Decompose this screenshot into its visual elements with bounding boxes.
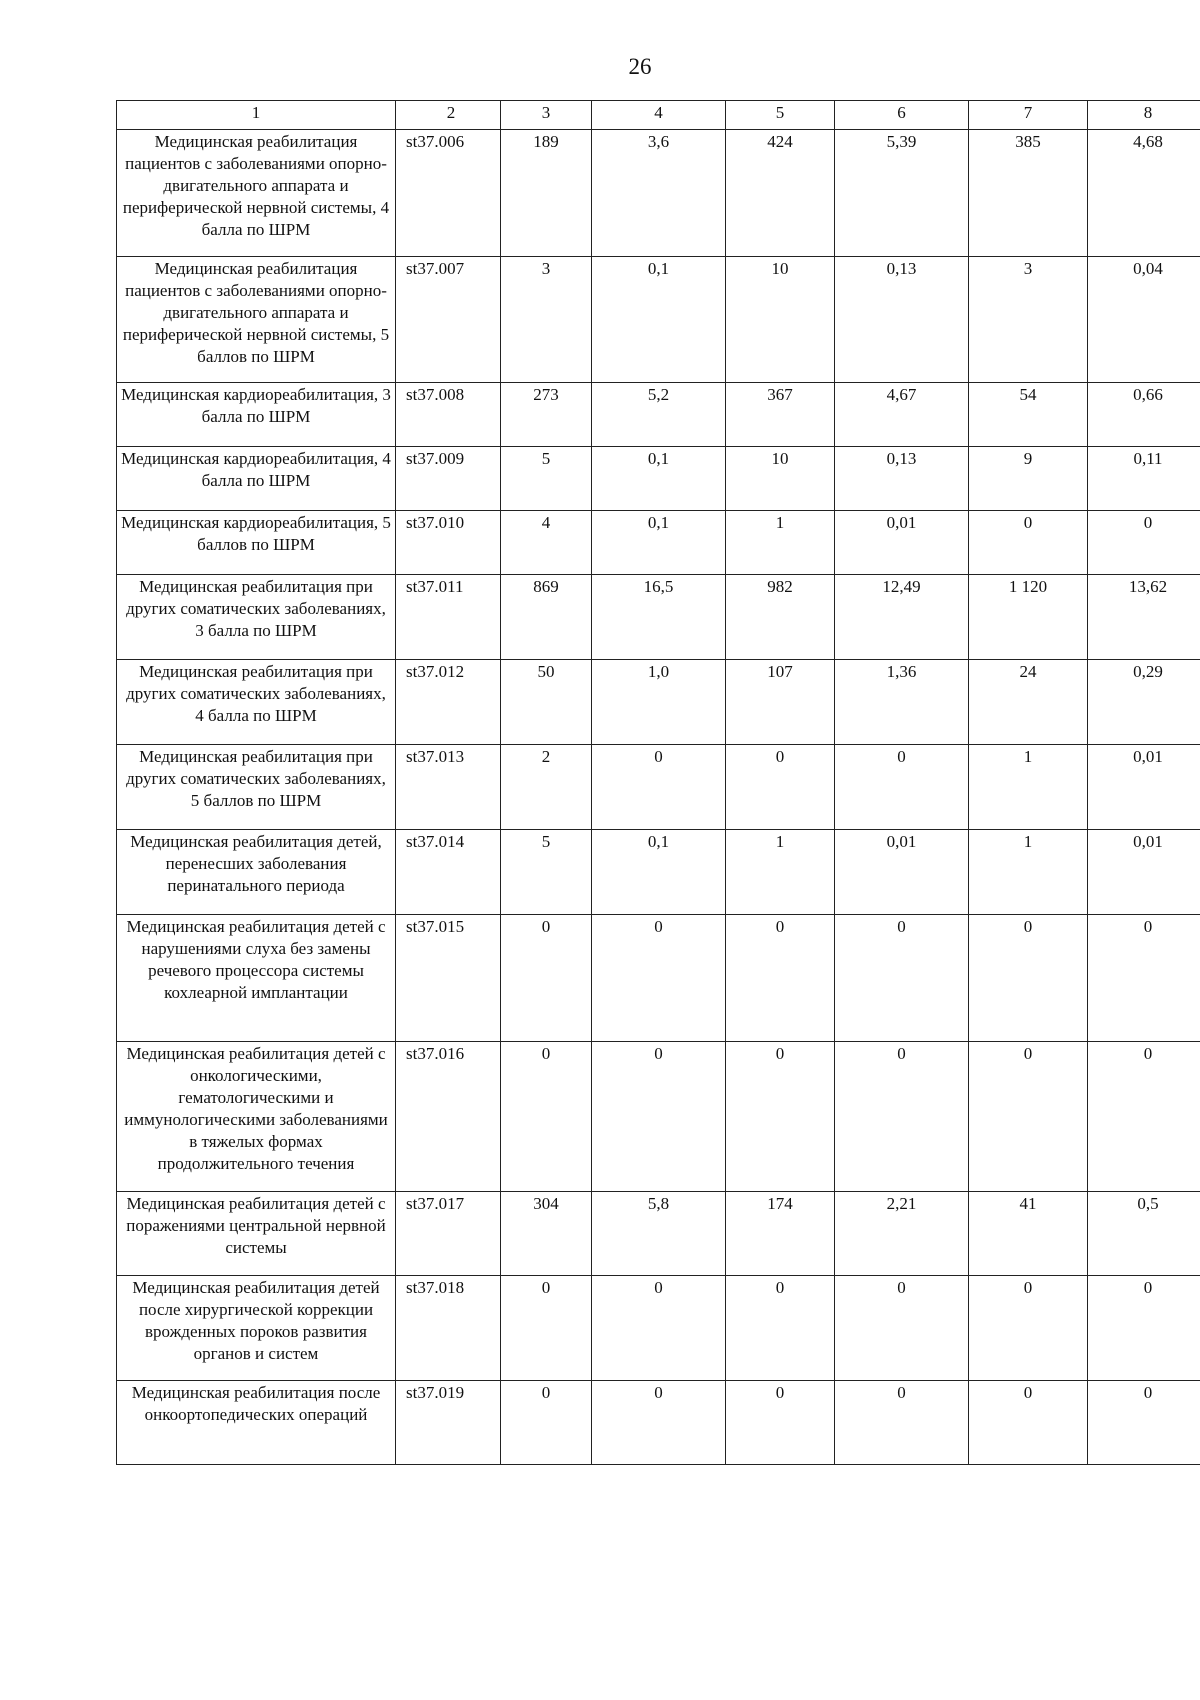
cell-col-3: 5	[501, 830, 592, 915]
cell-col-8: 0,11	[1088, 447, 1200, 511]
row-description: Медицинская реабилитация детей с поражениями центральной нервной системы	[117, 1192, 396, 1276]
table-row	[117, 660, 1200, 745]
table-row	[117, 257, 1200, 383]
row-code: st37.014	[396, 830, 501, 915]
cell-col-4: 16,5	[592, 575, 726, 660]
cell-col-6: 0	[835, 745, 969, 830]
column-header: 6	[835, 101, 969, 130]
cell-col-3: 50	[501, 660, 592, 745]
cell-col-5: 1	[726, 830, 835, 915]
cell-col-4: 0	[592, 1042, 726, 1192]
cell-col-6: 0	[835, 1276, 969, 1381]
column-header: 3	[501, 101, 592, 130]
row-code: st37.016	[396, 1042, 501, 1192]
row-description: Медицинская реабилитация детей с нарушениями слуха без замены речевого процессора системы кохлеарной имплантации	[117, 915, 396, 1042]
cell-col-5: 367	[726, 383, 835, 447]
cell-col-5: 424	[726, 130, 835, 257]
cell-col-5: 0	[726, 1276, 835, 1381]
row-description: Медицинская реабилитация при других соматических заболеваниях, 3 балла по ШРМ	[117, 575, 396, 660]
cell-col-3: 2	[501, 745, 592, 830]
cell-col-8: 0,04	[1088, 257, 1200, 383]
cell-col-5: 10	[726, 257, 835, 383]
row-description: Медицинская кардиореабилитация, 5 баллов по ШРМ	[117, 511, 396, 575]
table-row	[117, 1276, 1200, 1381]
cell-col-3: 0	[501, 915, 592, 1042]
cell-col-4: 3,6	[592, 130, 726, 257]
cell-col-4: 0	[592, 1381, 726, 1465]
cell-col-4: 0	[592, 915, 726, 1042]
row-code: st37.010	[396, 511, 501, 575]
row-code: st37.007	[396, 257, 501, 383]
cell-col-3: 5	[501, 447, 592, 511]
cell-col-5: 0	[726, 1042, 835, 1192]
cell-col-4: 0	[592, 745, 726, 830]
cell-col-6: 0	[835, 915, 969, 1042]
cell-col-7: 1	[969, 830, 1088, 915]
row-code: st37.008	[396, 383, 501, 447]
row-description: Медицинская реабилитация при других соматических заболеваниях, 4 балла по ШРМ	[117, 660, 396, 745]
cell-col-7: 0	[969, 1381, 1088, 1465]
cell-col-8: 13,62	[1088, 575, 1200, 660]
row-description: Медицинская реабилитация после онкоортопедических операций	[117, 1381, 396, 1465]
row-description: Медицинская реабилитация при других соматических заболеваниях, 5 баллов по ШРМ	[117, 745, 396, 830]
table-row	[117, 1381, 1200, 1465]
cell-col-6: 4,67	[835, 383, 969, 447]
cell-col-4: 0,1	[592, 830, 726, 915]
cell-col-3: 3	[501, 257, 592, 383]
cell-col-7: 0	[969, 511, 1088, 575]
cell-col-5: 0	[726, 1381, 835, 1465]
cell-col-7: 54	[969, 383, 1088, 447]
column-header: 5	[726, 101, 835, 130]
cell-col-6: 0,13	[835, 257, 969, 383]
cell-col-5: 10	[726, 447, 835, 511]
row-code: st37.017	[396, 1192, 501, 1276]
table-row	[117, 575, 1200, 660]
table-row	[117, 830, 1200, 915]
cell-col-8: 4,68	[1088, 130, 1200, 257]
cell-col-7: 385	[969, 130, 1088, 257]
table-row	[117, 130, 1200, 257]
cell-col-3: 869	[501, 575, 592, 660]
row-code: st37.009	[396, 447, 501, 511]
row-code: st37.019	[396, 1381, 501, 1465]
cell-col-3: 4	[501, 511, 592, 575]
cell-col-4: 0,1	[592, 257, 726, 383]
data-table	[116, 100, 1200, 1465]
cell-col-6: 0	[835, 1042, 969, 1192]
cell-col-4: 0	[592, 1276, 726, 1381]
table-row	[117, 511, 1200, 575]
cell-col-5: 0	[726, 915, 835, 1042]
cell-col-6: 0,13	[835, 447, 969, 511]
cell-col-6: 5,39	[835, 130, 969, 257]
cell-col-5: 107	[726, 660, 835, 745]
cell-col-7: 24	[969, 660, 1088, 745]
row-description: Медицинская реабилитация детей после хирургической коррекции врожденных пороков развития органов и систем	[117, 1276, 396, 1381]
table-row	[117, 1192, 1200, 1276]
table-row	[117, 1042, 1200, 1192]
row-description: Медицинская реабилитация пациентов с заболеваниями опорно-двигательного аппарата и периферической нервной системы, 5 баллов по ШРМ	[117, 257, 396, 383]
cell-col-8: 0,01	[1088, 745, 1200, 830]
row-code: st37.012	[396, 660, 501, 745]
cell-col-8: 0,29	[1088, 660, 1200, 745]
cell-col-3: 189	[501, 130, 592, 257]
cell-col-8: 0,01	[1088, 830, 1200, 915]
page-number: 26	[628, 54, 652, 79]
column-header: 7	[969, 101, 1088, 130]
row-description: Медицинская реабилитация детей, перенесших заболевания перинатального периода	[117, 830, 396, 915]
cell-col-8: 0	[1088, 1276, 1200, 1381]
row-code: st37.006	[396, 130, 501, 257]
cell-col-6: 2,21	[835, 1192, 969, 1276]
cell-col-7: 0	[969, 1276, 1088, 1381]
row-code: st37.013	[396, 745, 501, 830]
row-code: st37.011	[396, 575, 501, 660]
cell-col-3: 0	[501, 1276, 592, 1381]
cell-col-6: 1,36	[835, 660, 969, 745]
cell-col-4: 1,0	[592, 660, 726, 745]
cell-col-7: 41	[969, 1192, 1088, 1276]
cell-col-7: 1	[969, 745, 1088, 830]
cell-col-8: 0	[1088, 1042, 1200, 1192]
cell-col-4: 0,1	[592, 447, 726, 511]
table-row	[117, 447, 1200, 511]
cell-col-4: 0,1	[592, 511, 726, 575]
cell-col-8: 0	[1088, 1381, 1200, 1465]
cell-col-3: 273	[501, 383, 592, 447]
table-header-row	[117, 101, 1200, 130]
row-description: Медицинская реабилитация детей с онкологическими, гематологическими и иммунологическими заболеваниями в тяжелых формах продолжительного течения	[117, 1042, 396, 1192]
cell-col-4: 5,2	[592, 383, 726, 447]
cell-col-7: 0	[969, 915, 1088, 1042]
table-row	[117, 915, 1200, 1042]
cell-col-4: 5,8	[592, 1192, 726, 1276]
row-description: Медицинская кардиореабилитация, 3 балла по ШРМ	[117, 383, 396, 447]
cell-col-3: 304	[501, 1192, 592, 1276]
column-header: 2	[396, 101, 501, 130]
cell-col-6: 0,01	[835, 830, 969, 915]
row-code: st37.018	[396, 1276, 501, 1381]
cell-col-5: 1	[726, 511, 835, 575]
cell-col-6: 0,01	[835, 511, 969, 575]
cell-col-7: 1 120	[969, 575, 1088, 660]
cell-col-3: 0	[501, 1381, 592, 1465]
table-row	[117, 745, 1200, 830]
cell-col-8: 0,66	[1088, 383, 1200, 447]
column-header: 4	[592, 101, 726, 130]
cell-col-5: 0	[726, 745, 835, 830]
cell-col-6: 0	[835, 1381, 969, 1465]
column-header: 8	[1088, 101, 1200, 130]
column-header: 1	[117, 101, 396, 130]
table-row	[117, 383, 1200, 447]
cell-col-5: 982	[726, 575, 835, 660]
row-code: st37.015	[396, 915, 501, 1042]
cell-col-5: 174	[726, 1192, 835, 1276]
cell-col-7: 0	[969, 1042, 1088, 1192]
cell-col-8: 0	[1088, 915, 1200, 1042]
cell-col-3: 0	[501, 1042, 592, 1192]
row-description: Медицинская кардиореабилитация, 4 балла по ШРМ	[117, 447, 396, 511]
cell-col-8: 0,5	[1088, 1192, 1200, 1276]
cell-col-7: 3	[969, 257, 1088, 383]
row-description: Медицинская реабилитация пациентов с заболеваниями опорно-двигательного аппарата и периферической нервной системы, 4 балла по ШРМ	[117, 130, 396, 257]
cell-col-8: 0	[1088, 511, 1200, 575]
cell-col-6: 12,49	[835, 575, 969, 660]
cell-col-7: 9	[969, 447, 1088, 511]
